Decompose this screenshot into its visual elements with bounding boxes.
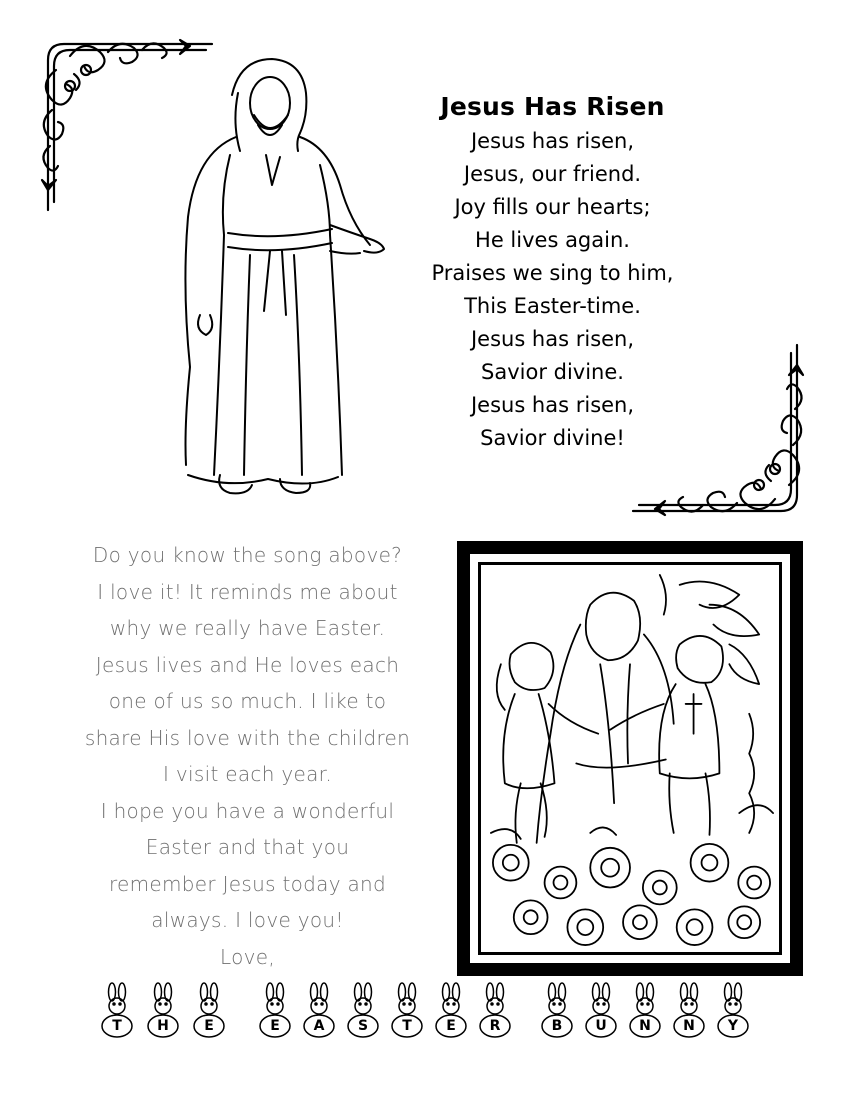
poem-line: He lives again. (475, 228, 630, 252)
bunny-head-icon (390, 982, 424, 1042)
signature-letter: Y (727, 1018, 739, 1034)
poem-line: Joy fills our hearts; (454, 195, 651, 219)
poem-block (400, 92, 705, 455)
poem-line: This Easter-time. (464, 294, 641, 318)
letter-line: remember Jesus today and (108, 871, 387, 896)
poem-line: Savior divine. (481, 360, 624, 384)
picture-frame (457, 541, 803, 976)
letter-line: share His love with the children (84, 725, 411, 750)
signature-letter: A (313, 1018, 325, 1034)
signature-letter: T (112, 1018, 122, 1034)
bunny-head-icon (672, 982, 706, 1042)
letter-block (55, 537, 440, 975)
signature-letter: E (204, 1018, 214, 1034)
bunny-head-icon (302, 982, 336, 1042)
poem-line: Jesus has risen, (470, 327, 635, 351)
letter-line: Easter and that you (145, 835, 350, 859)
signature-letter: N (683, 1018, 695, 1034)
bunny-head-icon (192, 982, 226, 1042)
signature-letter: N (639, 1018, 651, 1034)
bunny-head-icon (346, 982, 380, 1042)
signature-letter: H (157, 1018, 169, 1034)
jesus-figure-illustration (170, 55, 390, 510)
letter-line: one of us so much. I like to (108, 689, 387, 713)
poem-line: Jesus, our friend. (463, 162, 642, 186)
signature-letter: R (489, 1018, 501, 1034)
letter-line: why we really have Easter. (109, 616, 386, 640)
poem-line: Jesus has risen, (470, 393, 635, 417)
bunny-head-icon (584, 982, 618, 1042)
bunny-head-icon (540, 982, 574, 1042)
bunny-head-icon (258, 982, 292, 1042)
bunny-head-icon (628, 982, 662, 1042)
poem-line: Savior divine! (480, 426, 625, 450)
bunny-signature (100, 982, 760, 1042)
jesus-with-children-illustration (478, 562, 782, 955)
picture-mat (470, 554, 790, 963)
poem-line: Praises we sing to him, (431, 261, 674, 285)
letter-line: I love it! It reminds me about (97, 579, 398, 604)
letter-line: always. I love you! (151, 908, 344, 932)
signature-letter: U (595, 1018, 607, 1034)
letter-line: Jesus lives and He loves each (95, 652, 400, 677)
poem-line: Jesus has risen, (470, 129, 635, 153)
signature-letter: E (270, 1018, 280, 1034)
letter-closing: Love, (219, 944, 276, 969)
signature-letter: T (402, 1018, 412, 1034)
signature-letter: B (551, 1018, 563, 1034)
signature-letter: S (357, 1018, 369, 1034)
bunny-head-icon (100, 982, 134, 1042)
bunny-head-icon (434, 982, 468, 1042)
poem-title: Jesus Has Risen (440, 92, 665, 121)
letter-line: I hope you have a wonderful (100, 798, 395, 823)
bunny-head-icon (478, 982, 512, 1042)
bunny-head-icon (146, 982, 180, 1042)
letter-line: I visit each year. (163, 762, 332, 786)
letter-line: Do you know the song above? (92, 543, 403, 567)
signature-letter: E (446, 1018, 456, 1034)
bunny-head-icon (716, 982, 750, 1042)
